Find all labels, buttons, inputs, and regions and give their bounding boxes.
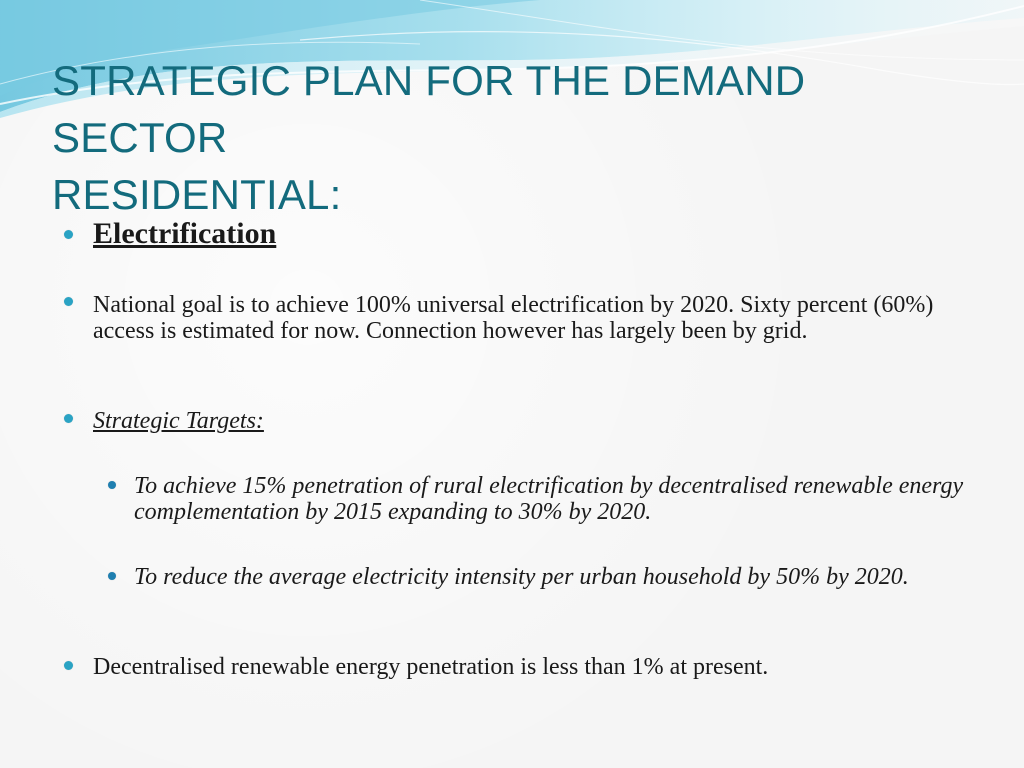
sub-bullet-dot-icon (108, 572, 116, 580)
bullet-heading-electrification: Electrification (93, 217, 277, 250)
bullet-strategic-targets: Strategic Targets: (93, 408, 264, 434)
title-line-1: STRATEGIC PLAN FOR THE DEMAND SECTOR (52, 57, 806, 161)
bullet-dot-icon (64, 297, 73, 306)
sub-bullet-urban-household: To reduce the average electricity intensity per urban household by 50% by 2020. (134, 564, 909, 590)
sub-bullet-dot-icon (108, 481, 116, 489)
bullet-decentralised-penetration: Decentralised renewable energy penetration is less than 1% at present. (93, 654, 769, 680)
bullet-dot-icon (64, 661, 73, 670)
bullet-national-goal: National goal is to achieve 100% universal electrification by 2020. Sixty percent (60%) access is estimated for now. Connection however has largely been by grid. (93, 292, 934, 344)
bullet-dot-icon (64, 414, 73, 423)
title-line-2: RESIDENTIAL: (52, 171, 342, 218)
sub-bullet-rural-electrification: To achieve 15% penetration of rural electrification by decentralised renewable energy complementation by 2015 expanding to 30% by 2020. (134, 473, 964, 525)
bullet-dot-icon (64, 230, 73, 239)
